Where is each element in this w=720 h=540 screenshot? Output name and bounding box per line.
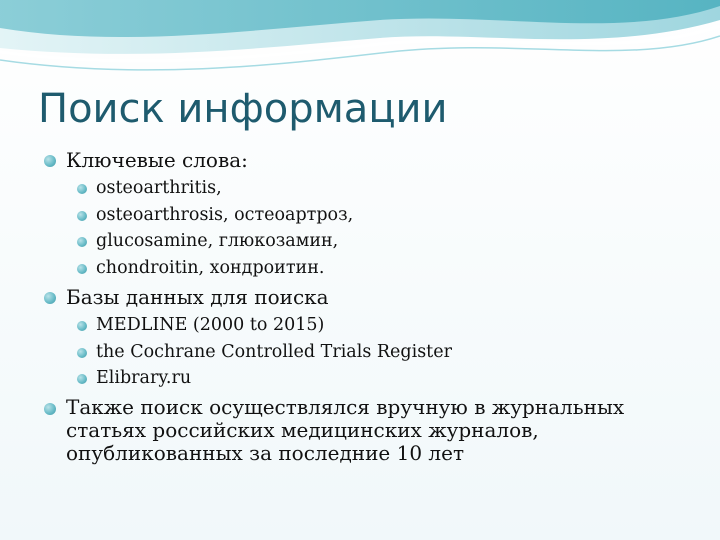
bullet-keywords	[44, 148, 694, 281]
bullet-text: Базы данных для поиска	[66, 285, 329, 309]
sub-bullet-item	[76, 365, 694, 392]
bullet-text: Ключевые слова:	[66, 148, 248, 172]
sub-bullet-item	[76, 255, 694, 282]
sub-bullet-icon	[77, 374, 87, 384]
slide-title: Поиск информации	[38, 86, 448, 132]
sub-bullet-icon	[77, 237, 87, 247]
slide-content	[44, 148, 694, 469]
sub-bullet-icon	[77, 184, 87, 194]
sub-bullet-text: Elibrary.ru	[96, 368, 192, 388]
bullet-list	[44, 148, 694, 465]
sub-bullet-icon	[77, 348, 87, 358]
sub-bullet-icon	[77, 211, 87, 221]
sub-bullet-icon	[77, 264, 87, 274]
sub-bullet-text: osteoarthritis,	[96, 178, 222, 198]
sub-bullet-list	[76, 175, 694, 281]
bullet-manual-search	[44, 396, 694, 465]
sub-bullet-item	[76, 175, 694, 202]
sub-bullet-item	[76, 202, 694, 229]
bullet-icon	[44, 155, 56, 167]
sub-bullet-item	[76, 339, 694, 366]
sub-bullet-text: osteoarthrosis, остеоартроз,	[96, 204, 354, 225]
sub-bullet-item	[76, 228, 694, 255]
bullet-icon	[44, 292, 56, 304]
sub-bullet-text: MEDLINE (2000 to 2015)	[96, 315, 325, 335]
sub-bullet-icon	[77, 321, 87, 331]
sub-bullet-text: the Cochrane Controlled Trials Register	[96, 341, 452, 362]
bullet-icon	[44, 403, 56, 415]
sub-bullet-text: glucosamine, глюкозамин,	[96, 231, 339, 251]
bullet-databases	[44, 285, 694, 392]
sub-bullet-list	[76, 312, 694, 392]
sub-bullet-text: chondroitin, хондроитин.	[96, 257, 325, 278]
bullet-text: Также поиск осуществлялся вручную в журнальных статьях российских медицинских журналов, опубликованных за последние 10 лет	[66, 394, 625, 465]
sub-bullet-item	[76, 312, 694, 339]
